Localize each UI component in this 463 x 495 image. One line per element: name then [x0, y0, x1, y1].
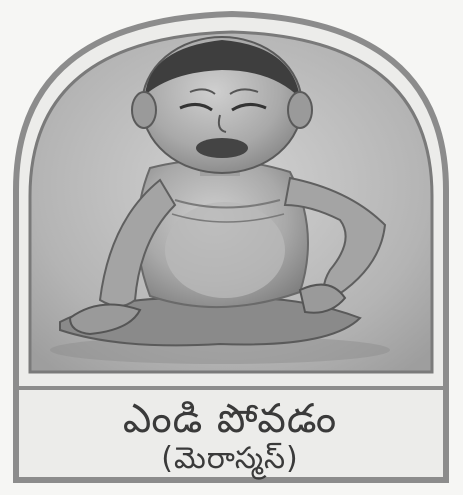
caption-subtitle: (మెరాస్మస్) — [161, 441, 299, 476]
caption-title: ఎండి పోవడం — [122, 396, 338, 442]
caption-box — [20, 392, 440, 482]
